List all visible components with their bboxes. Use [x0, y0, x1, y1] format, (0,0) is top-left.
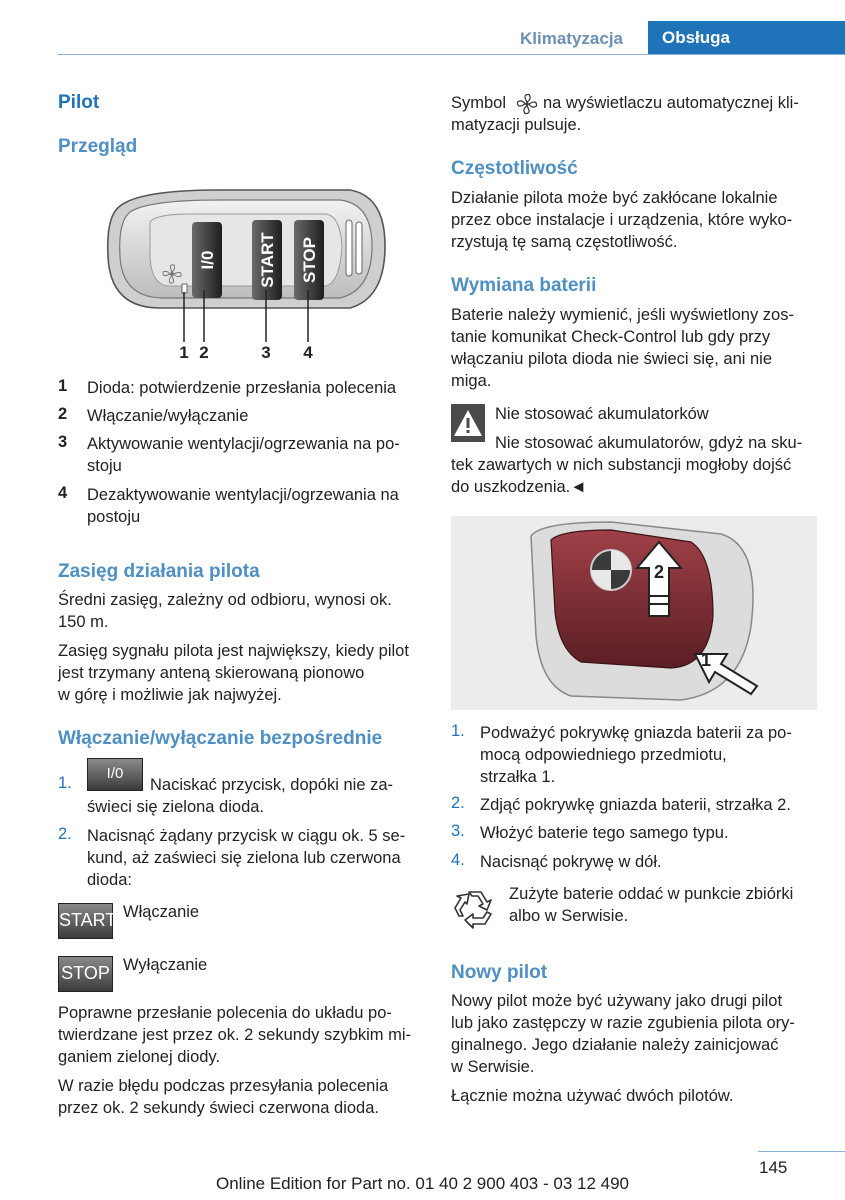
stop-key-image: STOP [58, 956, 113, 992]
frequency-heading: Częstotliwość [451, 158, 578, 179]
stop-figure-label: STOP [300, 237, 319, 283]
battery-text: włączaniu pilota dioda nie świeci się, ani nie [451, 350, 773, 368]
direct-heading: Włączanie/wyłączanie bezpośrednie [58, 728, 383, 749]
symbol-text: Symbol [451, 94, 507, 112]
legend-item: Dioda: potwierdzenie przesłania polecenia [87, 379, 397, 397]
error-text: przez ok. 2 sekundy świeci czerwona dioda. [58, 1099, 379, 1117]
step-text: mocą odpowiedniego przedmiotu, [480, 746, 727, 764]
warning-text: Nie stosować akumulatorów, gdyż na sku- [495, 434, 803, 452]
header-section: Klimatyzacja [520, 29, 623, 48]
legend-item: Włączanie/wyłączanie [87, 407, 249, 425]
new-remote-heading: Nowy pilot [451, 962, 548, 983]
header-rule [58, 54, 845, 55]
symbol-text: na wyświetlaczu automatycznej kli- [543, 94, 799, 112]
i0-figure-label: I/0 [198, 250, 217, 270]
step-text: Włożyć baterie tego samego typu. [480, 824, 729, 842]
legend-item-cont: stoju [87, 457, 122, 475]
warning-text: do uszkodzenia.◄ [451, 478, 587, 496]
start-label: Włączanie [123, 903, 200, 921]
step-text: Podważyć pokrywkę gniazda baterii za po- [480, 724, 792, 742]
step-num: 1. [451, 722, 465, 740]
step-text: kund, aż zaświeci się zielona lub czerwona [87, 849, 401, 867]
recycle-text: albo w Serwisie. [509, 907, 629, 925]
two-remotes-text: Łącznie można używać dwóch pilotów. [451, 1087, 734, 1105]
battery-text: tanie komunikat Check-Control lub gdy przy [451, 328, 771, 346]
new-remote-text: lub jako zastępczy w razie zgubienia pilota ory- [451, 1014, 795, 1032]
callout-3: 3 [261, 343, 271, 362]
battery-text: Baterie należy wymienić, jeśli wyświetlony zos- [451, 306, 794, 324]
legend-num: 1 [58, 377, 68, 395]
header-chapter-tab: Obsługa [648, 21, 845, 55]
new-remote-text: ginalnego. Jego działanie należy zainicjować [451, 1036, 779, 1054]
callout-4: 4 [303, 343, 313, 362]
overview-heading: Przegląd [58, 136, 138, 157]
confirm-text: twierdzane jest przez ok. 2 sekundy szybkim mi- [58, 1026, 412, 1044]
step-text: dioda: [87, 871, 132, 889]
warning-title: Nie stosować akumulatorków [495, 405, 709, 423]
confirm-text: Poprawne przesłanie polecenia do układu po- [58, 1004, 392, 1022]
battery-heading: Wymiana baterii [451, 275, 597, 296]
battery-text: miga. [451, 372, 492, 390]
frequency-text: Działanie pilota może być zakłócane lokalnie [451, 189, 778, 207]
range-text: Średni zasięg, zależny od odbioru, wynosi ok. [58, 591, 392, 609]
step-text: Naciskać przycisk, dopóki nie za- [150, 776, 394, 794]
symbol-text: matyzacji pulsuje. [451, 116, 582, 134]
start-key-image: START [58, 903, 113, 939]
led-indicator [182, 284, 187, 293]
range-text: w górę i możliwie jak najwyżej. [58, 686, 282, 704]
warning-icon [451, 404, 485, 442]
page-number: 145 [759, 1158, 788, 1177]
legend-num: 3 [58, 433, 68, 451]
step-text: Nacisnąć pokrywę w dół. [480, 853, 662, 871]
fan-icon [516, 93, 538, 115]
range-text: Zasięg sygnału pilota jest największy, kiedy pilot [58, 642, 409, 660]
step-num: 3. [451, 822, 465, 840]
frequency-text: przez obce instalacje i urządzenia, które wyko- [451, 211, 793, 229]
new-remote-text: Nowy pilot może być używany jako drugi pilot [451, 992, 783, 1010]
warning-text: tek zawartych w nich substancji mogłoby dojść [451, 456, 792, 474]
arrow-2-label: 2 [653, 562, 665, 582]
legend-num: 2 [58, 405, 68, 423]
step-text: strzałka 1. [480, 768, 556, 786]
legend-num: 4 [58, 484, 68, 502]
step-text: Zdjąć pokrywkę gniazda baterii, strzałka 2. [480, 796, 791, 814]
frequency-text: rzystują tę samą częstotliwość. [451, 233, 678, 251]
arrow-1-label: 1 [700, 650, 712, 670]
legend-item: Aktywowanie wentylacji/ogrzewania na po- [87, 435, 400, 453]
step-num: 2. [58, 825, 72, 843]
battery-cover-illustration [451, 516, 817, 710]
range-heading: Zasięg działania pilota [58, 561, 260, 582]
callout-1: 1 [179, 343, 189, 362]
range-text: 150 m. [58, 613, 109, 631]
step-text: Nacisnąć żądany przycisk w ciągu ok. 5 se- [87, 827, 406, 845]
legend-item-cont: postoju [87, 508, 141, 526]
footer-edition: Online Edition for Part no. 01 40 2 900 403 - 03 12 490 [215, 1174, 629, 1193]
section-title: Pilot [58, 92, 100, 113]
stop-label: Wyłączanie [123, 956, 208, 974]
callout-2: 2 [199, 343, 209, 362]
recycle-icon [453, 886, 497, 930]
page-number-rule [758, 1151, 845, 1152]
remote-key-figure [100, 186, 390, 366]
range-text: jest trzymany anteną skierowaną pionowo [58, 664, 365, 682]
i0-key-image: I/0 [87, 758, 143, 791]
legend-item: Dezaktywowanie wentylacji/ogrzewania na [87, 486, 399, 504]
step-num: 1. [58, 774, 72, 792]
confirm-text: ganiem zielonej diody. [58, 1048, 221, 1066]
new-remote-text: w Serwisie. [451, 1058, 535, 1076]
step-num: 4. [451, 851, 465, 869]
start-figure-label: START [258, 232, 277, 288]
step-num: 2. [451, 794, 465, 812]
error-text: W razie błędu podczas przesyłania polecenia [58, 1077, 389, 1095]
step-text: świeci się zielona dioda. [87, 798, 265, 816]
recycle-text: Zużyte baterie oddać w punkcie zbiórki [509, 885, 794, 903]
